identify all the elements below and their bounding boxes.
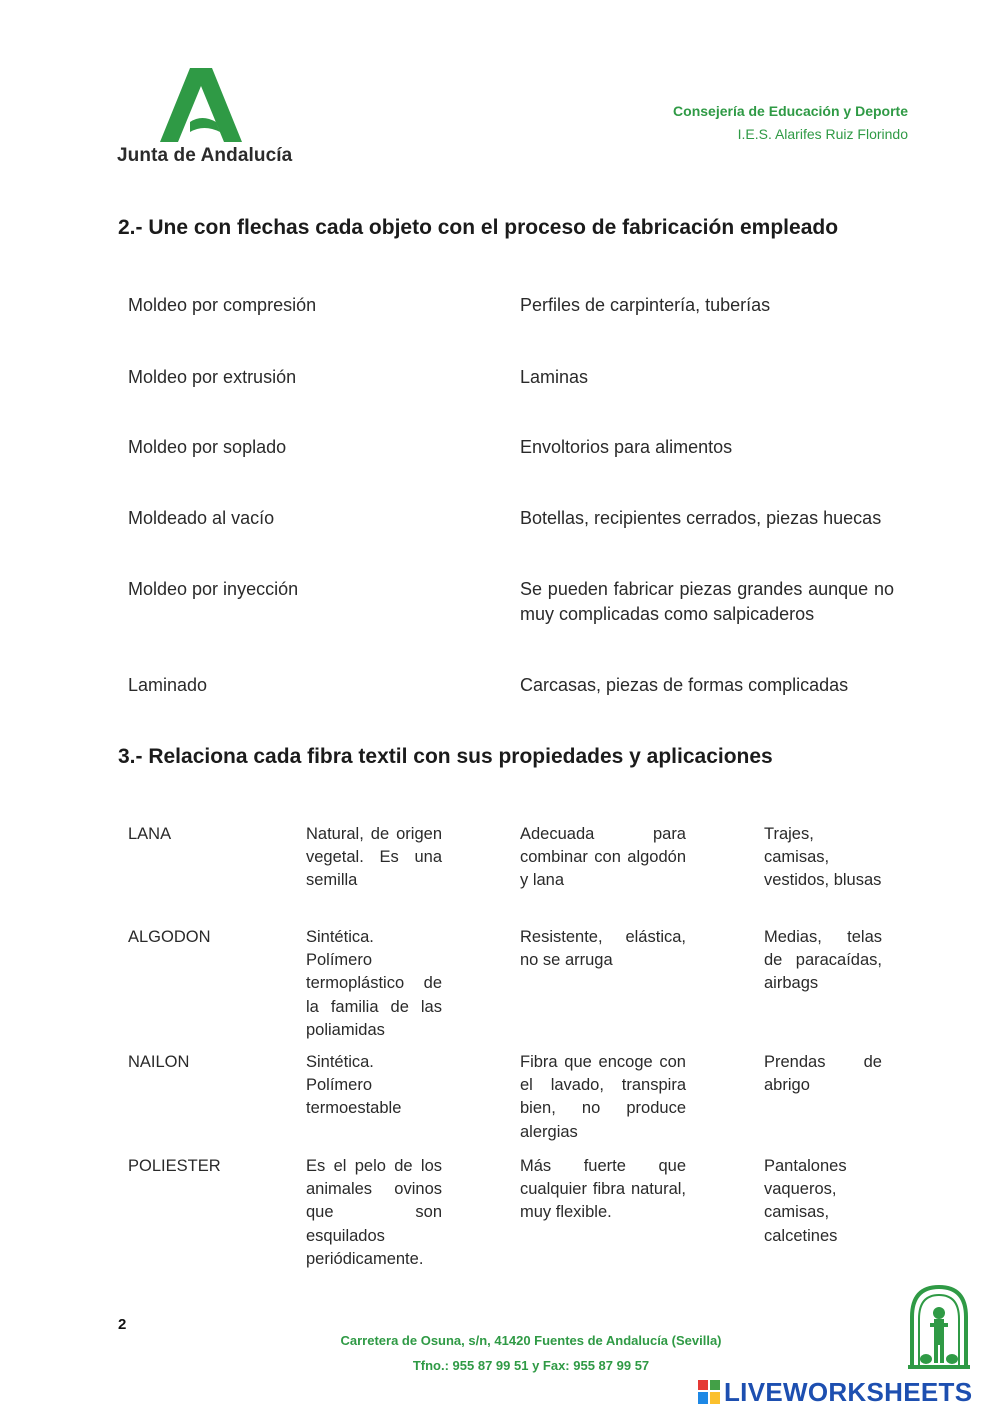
fiber-application: Pantalones vaqueros, camisas, calcetines: [764, 1157, 847, 1245]
fiber-application: Trajes, camisas, vestidos, blusas: [764, 825, 882, 890]
andalucia-seal-icon: [906, 1283, 972, 1371]
object-item: Laminas: [520, 367, 589, 387]
fiber-application: Medias, telas de paracaídas, airbags: [764, 928, 882, 993]
liveworksheets-logo-icon: [698, 1380, 720, 1404]
object-item: Botellas, recipientes cerrados, piezas huecas: [520, 508, 882, 528]
object-item: Carcasas, piezas de formas complicadas: [520, 675, 849, 695]
fiber-name: NAILON: [128, 1053, 190, 1071]
process-item: Moldeo por extrusión: [128, 367, 297, 387]
fiber-name: LANA: [128, 825, 172, 843]
process-item: Laminado: [128, 675, 208, 695]
page-number: 2: [118, 1316, 127, 1333]
fiber-property: Más fuerte que cualquier fibra natural, muy flexible.: [520, 1157, 686, 1222]
object-item: Se pueden fabricar piezas grandes aunque no muy complicadas como salpicaderos: [520, 579, 894, 624]
process-item: Moldeo por compresión: [128, 295, 317, 315]
watermark-text: LIVEWORKSHEETS: [724, 1377, 973, 1407]
fiber-property: Adecuada para combinar con algodón y lana: [520, 825, 686, 890]
fiber-origin: Sintética. Polímero termoestable: [306, 1053, 402, 1118]
fiber-origin: Sintética. Polímero termoplástico de la familia de las poliamidas: [306, 928, 442, 1039]
fiber-property: Fibra que encoge con el lavado, transpira bien, no produce alergias: [520, 1053, 686, 1141]
fiber-property: Resistente, elástica, no se arruga: [520, 928, 686, 970]
junta-andalucia-logo-icon: [160, 68, 242, 142]
object-item: Envoltorios para alimentos: [520, 437, 733, 457]
process-item: Moldeo por soplado: [128, 437, 287, 457]
process-item: Moldeo por inyección: [128, 579, 299, 599]
school-name: I.E.S. Alarifes Ruiz Florindo: [737, 126, 908, 142]
fiber-application: Prendas de abrigo: [764, 1053, 882, 1095]
process-item: Moldeado al vacío: [128, 508, 275, 528]
logo-text: Junta de Andalucía: [117, 145, 293, 166]
footer-phone: Tfno.: 955 87 99 51 y Fax: 955 87 99 57: [412, 1358, 650, 1373]
fiber-origin: Es el pelo de los animales ovinos que son esquilados periódicamente.: [306, 1157, 442, 1268]
section-3-title: 3.- Relaciona cada fibra textil con sus propiedades y aplicaciones: [118, 745, 773, 768]
fiber-origin: Natural, de origen vegetal. Es una semilla: [306, 825, 442, 890]
section-2-title: 2.- Une con flechas cada objeto con el proceso de fabricación empleado: [118, 216, 839, 239]
fiber-name: POLIESTER: [128, 1157, 221, 1175]
fiber-name: ALGODON: [128, 928, 211, 946]
org-name: Consejería de Educación y Deporte: [673, 103, 908, 119]
footer-address: Carretera de Osuna, s/n, 41420 Fuentes de Andalucía (Sevilla): [340, 1333, 722, 1348]
object-item: Perfiles de carpintería, tuberías: [520, 295, 771, 315]
